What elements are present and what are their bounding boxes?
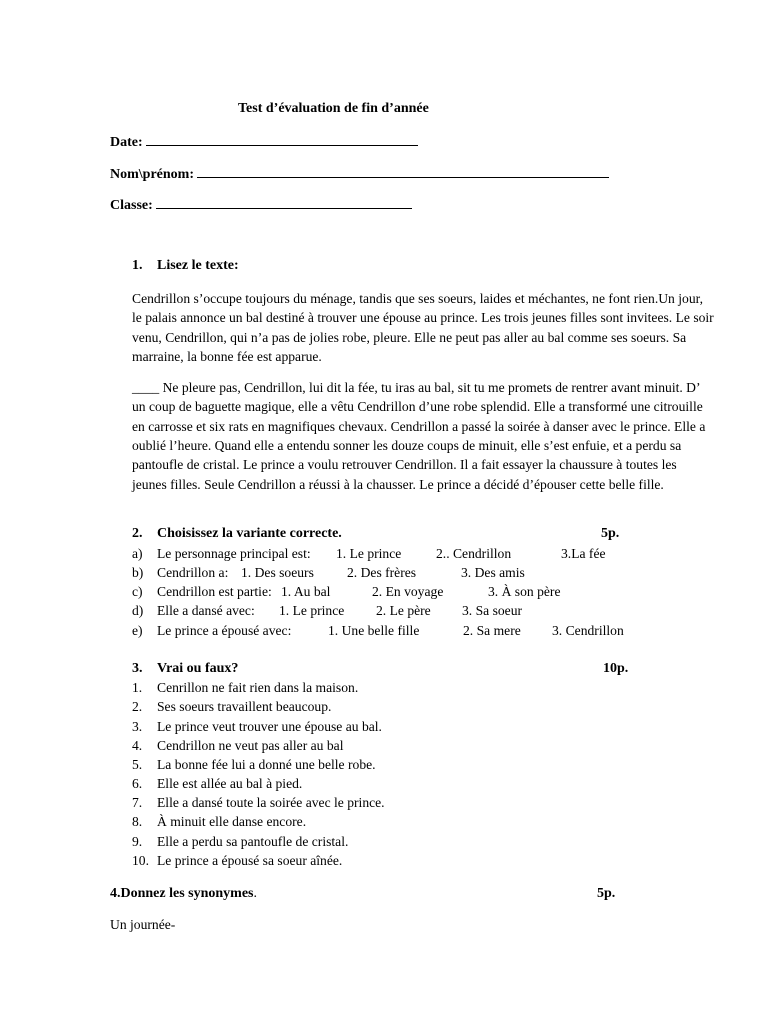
choice-option[interactable]: 2. Le père <box>376 603 431 618</box>
page-title: Test d’évaluation de fin d’année <box>238 101 429 116</box>
name-answer-line[interactable] <box>197 165 609 178</box>
synonym-prompt: Un journée- <box>110 917 176 932</box>
choice-label: a) <box>132 546 143 561</box>
reading-paragraph-2: ____ Ne pleure pas, Cendrillon, lui dit la fée, tu iras au bal, sit tu me promets de rentrer avant minuit. D’ un coup de baguette magique, elle a vêtu Cendrillon d’une robe splendid. Elle a transformé une citrouille en carrosse et six rats en magnifiques chevaux. Cendrillon a passé la soirée à danser avec le prince. Elle a oublié l’heure. Quand elle a entendu sonner les douze coups de minuit, elle s’est enfuie, et a perdu sa pantoufle de cristal. Le prince a voulu retrouver Cendrillon. Il a fait essayer la chaussure à toutes les jeunes filles. Seule Cendrillon a réussi à la chausser. Le prince a décidé d’épouser cette belle fille. <box>132 380 706 492</box>
reading-text <box>132 289 714 494</box>
choice-question: Le personnage principal est: <box>157 546 311 561</box>
choice-question: Le prince a épousé avec: <box>157 623 292 638</box>
item-statement: Le prince veut trouver une épouse au bal. <box>157 719 382 734</box>
item-number: 1. <box>132 680 143 695</box>
choice-label: c) <box>132 584 143 599</box>
section3-points: 10p. <box>603 661 629 676</box>
section4-heading <box>110 886 257 902</box>
class-label: Classe: <box>110 198 153 213</box>
date-label: Date: <box>110 135 143 150</box>
choice-label: e) <box>132 623 143 638</box>
section1-number: 1. <box>132 258 143 273</box>
choice-option[interactable]: 2. Sa mere <box>463 623 521 638</box>
class-field <box>110 196 412 214</box>
section4-heading-text: 4.Donnez les synonymes <box>110 886 254 901</box>
choice-option[interactable]: 3. Des amis <box>461 565 525 580</box>
section2-number: 2. <box>132 526 143 541</box>
item-number: 3. <box>132 719 143 734</box>
name-label: Nom\prénom: <box>110 167 194 182</box>
choice-label: b) <box>132 565 144 580</box>
choice-option[interactable]: 3. Sa soeur <box>462 603 523 618</box>
item-statement: Le prince a épousé sa soeur aînée. <box>157 853 343 868</box>
choice-option[interactable]: 3. À son père <box>488 584 561 599</box>
date-field <box>110 133 418 151</box>
choice-question: Elle a dansé avec: <box>157 603 255 618</box>
item-statement: La bonne fée lui a donné une belle robe. <box>157 757 376 772</box>
choice-question: Cendrillon a: <box>157 565 229 580</box>
item-number: 5. <box>132 757 143 772</box>
choice-option[interactable]: 3.La fée <box>561 546 606 561</box>
choice-option[interactable]: 3. Cendrillon <box>552 623 624 638</box>
choice-option[interactable]: 1. Le prince <box>336 546 402 561</box>
item-statement: Elle a dansé toute la soirée avec le prince. <box>157 795 385 810</box>
choice-label: d) <box>132 603 144 618</box>
item-statement: Ses soeurs travaillent beaucoup. <box>157 699 332 714</box>
item-statement: Elle a perdu sa pantoufle de cristal. <box>157 834 349 849</box>
item-number: 9. <box>132 834 143 849</box>
item-statement: Cendrillon ne veut pas aller au bal <box>157 738 344 753</box>
section2-points: 5p. <box>601 526 620 541</box>
section2-heading: Choisissez la variante correcte. <box>157 526 342 541</box>
choice-option[interactable]: 2.. Cendrillon <box>436 546 512 561</box>
class-answer-line[interactable] <box>156 196 412 209</box>
item-number: 8. <box>132 814 143 829</box>
choice-option[interactable]: 2. En voyage <box>372 584 444 599</box>
choice-option[interactable]: 1. Des soeurs <box>241 565 314 580</box>
item-statement: À minuit elle danse encore. <box>157 814 307 829</box>
date-answer-line[interactable] <box>146 133 418 146</box>
item-statement: Elle est allée au bal à pied. <box>157 776 303 791</box>
item-number: 7. <box>132 795 143 810</box>
choice-question: Cendrillon est partie: <box>157 584 272 599</box>
section4-heading-dot: . <box>253 886 258 901</box>
choice-option[interactable]: 1. Une belle fille <box>328 623 420 638</box>
item-number: 4. <box>132 738 143 753</box>
item-statement: Cenrillon ne fait rien dans la maison. <box>157 680 359 695</box>
section1-heading: Lisez le texte: <box>157 258 239 273</box>
section3-heading: Vrai ou faux? <box>157 661 239 676</box>
section3-number: 3. <box>132 661 143 676</box>
item-number: 6. <box>132 776 143 791</box>
choice-option[interactable]: 1. Au bal <box>281 584 331 599</box>
item-number: 2. <box>132 699 143 714</box>
reading-paragraph-1: Cendrillon s’occupe toujours du ménage, tandis que ses soeurs, laides et méchantes, ne font rien.Un jour, le palais annonce un bal destiné à trouver une épouse au prince. Les trois jeunes filles sont invitees. Le soir venu, Cendrillon, qui n’a pas de jolies robe, pleure. Elle ne peut pas aller au bal comme ses soeurs. Sa marraine, la bonne fée est apparue. <box>132 291 714 364</box>
section4-points: 5p. <box>597 886 616 901</box>
choice-option[interactable]: 1. Le prince <box>279 603 345 618</box>
item-number: 10. <box>132 853 149 868</box>
choice-option[interactable]: 2. Des frères <box>347 565 417 580</box>
name-field <box>110 165 609 183</box>
